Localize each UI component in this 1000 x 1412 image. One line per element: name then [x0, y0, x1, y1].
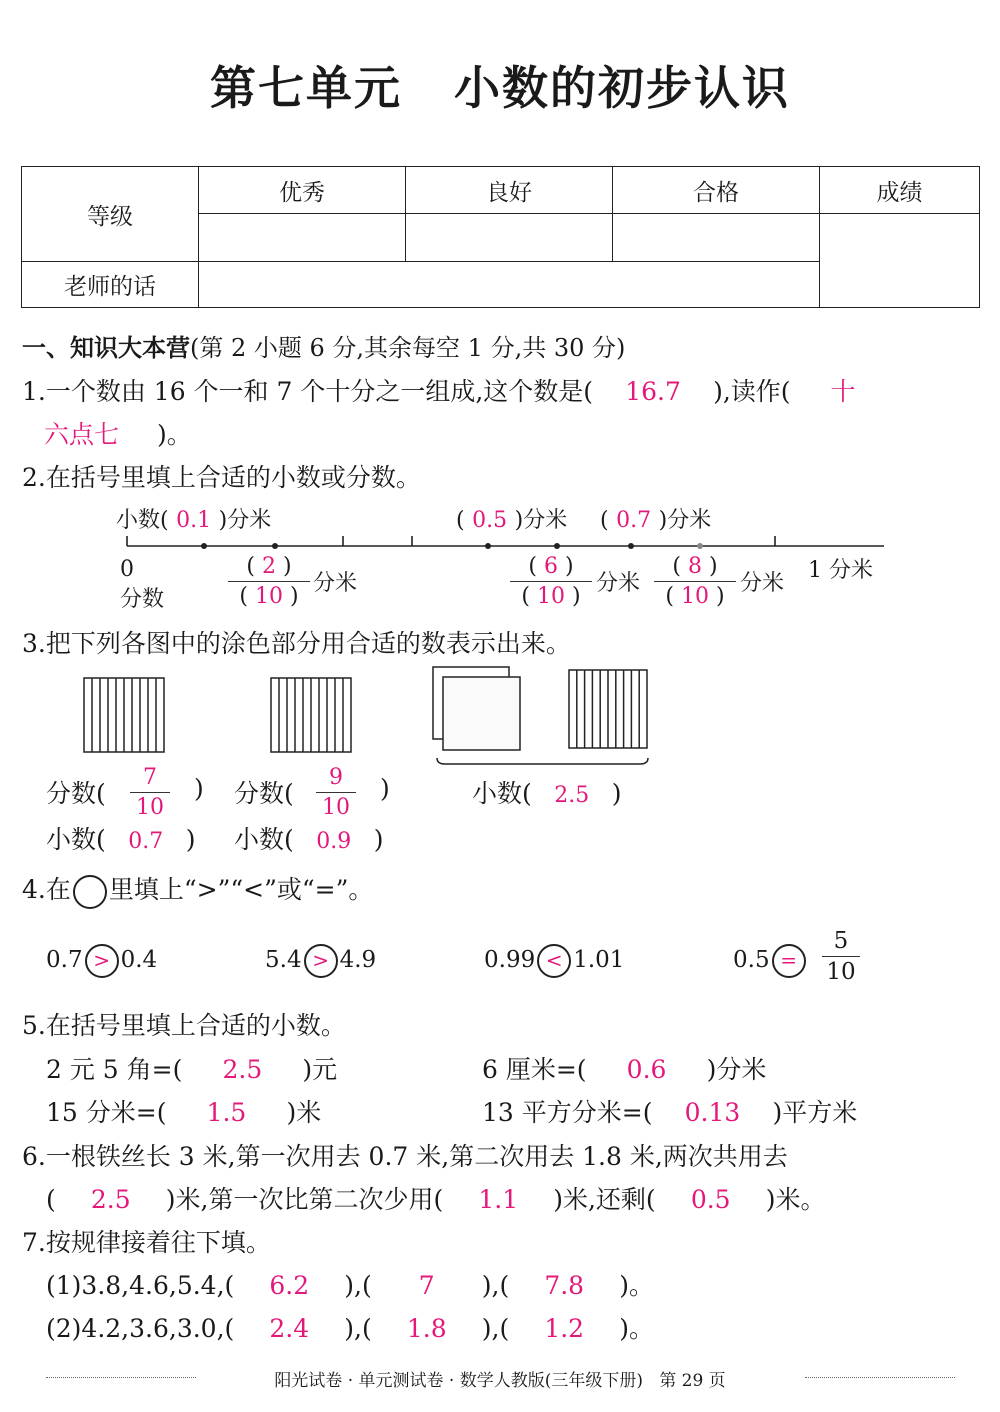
q2-zero: 0 — [120, 557, 134, 582]
q1-answer-number: 16.7 — [625, 377, 681, 406]
q3-figure-3 — [433, 667, 648, 764]
q2-fraction-3: ( 8 ) ( 10 ) — [654, 554, 736, 609]
q3-fig1-fraction: 分数( — [46, 779, 106, 808]
q3-fig1-stripes — [92, 678, 156, 752]
q2-decimal-2: ( 0.5 )分米 — [456, 508, 568, 533]
question-4: 4.在 里填上“>”“<”或“=”。 — [22, 870, 373, 909]
question-1: 1.一个数由 16 个一和 7 个十分之一组成,这个数是( 16.7 ),读作( 十 — [22, 377, 856, 406]
q3-fig2-fraction: 分数( — [234, 779, 294, 808]
page-title: 第七单元 小数的初步认识 — [210, 61, 790, 115]
section-heading: 一、知识大本营(第 2 小题 6 分,其余每空 1 分,共 30 分) — [22, 334, 626, 362]
q5-a: 2 元 5 角=( 2.5 )元 — [46, 1055, 338, 1084]
good-header: 良好 — [406, 167, 613, 214]
q3-fig3-decimal: 小数( 2.5 ) — [472, 779, 622, 808]
question-7: 7.按规律接着往下填。 — [22, 1228, 271, 1257]
q5-c: 15 分米=( 1.5 )米 — [46, 1098, 322, 1127]
q4-item-3: 0.99 < 1.01 — [484, 944, 624, 978]
q5-b: 6 厘米=( 0.6 )分米 — [482, 1055, 767, 1084]
pass-header: 合格 — [613, 167, 820, 214]
q3-fig2-decimal: 小数( 0.9 ) — [234, 825, 384, 854]
q2-decimal-label: 小数( 0.1 )分米 — [116, 508, 272, 533]
q3-figure-2 — [271, 678, 351, 752]
blank-circle-icon — [73, 875, 107, 909]
q7-row-1: (1)3.8,4.6,5.4,( 6.2 ),( 7 ),( 7.8 )。 — [46, 1271, 654, 1300]
question-2: 2.在括号里填上合适的小数或分数。 — [22, 463, 421, 492]
q4-item-1: 0.7 > 0.4 — [46, 944, 157, 978]
teacher-label: 老师的话 — [22, 262, 199, 308]
question-3: 3.把下列各图中的涂色部分用合适的数表示出来。 — [22, 629, 571, 658]
question-1-cont: 六点七 )。 — [44, 420, 192, 449]
score-header: 成绩 — [820, 167, 980, 214]
q2-fraction-label: 分数 — [120, 587, 165, 612]
q3-fig1-decimal: 小数( 0.7 ) — [46, 825, 196, 854]
q2-fraction-1: ( 2 ) ( 10 ) — [228, 554, 310, 609]
q1-answer-reading-b: 六点七 — [44, 420, 120, 449]
question-5: 5.在括号里填上合适的小数。 — [22, 1011, 346, 1040]
number-line — [127, 536, 884, 546]
q5-d: 13 平方分米=( 0.13 )平方米 — [482, 1098, 858, 1127]
q2-fraction-2: ( 6 ) ( 10 ) — [510, 554, 592, 609]
q4-item-4-fraction: 5 10 — [822, 928, 860, 985]
q3-fig1-fraction-value: 7 10 — [130, 765, 170, 820]
q4-item-2: 5.4 > 4.9 — [265, 944, 376, 978]
q1-answer-reading-a: 十 — [830, 377, 856, 406]
level-label: 等级 — [22, 167, 199, 262]
q3-figure-1 — [84, 678, 164, 752]
q4-item-4: 0.5 = — [733, 944, 808, 978]
question-6-cont: ( 2.5 )米,第一次比第二次少用( 1.1 )米,还剩( 0.5 )米。 — [46, 1185, 826, 1214]
q3-fig2-fraction-value: 9 10 — [316, 765, 356, 820]
q2-end-label: 1 分米 — [808, 558, 873, 583]
question-6: 6.一根铁丝长 3 米,第一次用去 0.7 米,第二次用去 1.8 米,两次共用去 — [22, 1142, 788, 1171]
page-number: 第 29 页 — [659, 1371, 726, 1391]
q2-decimal-3: ( 0.7 )分米 — [600, 508, 712, 533]
footer: 阳光试卷 · 单元测试卷 · 数学人教版(三年级下册) 第 29 页 — [274, 1371, 726, 1391]
q7-row-2: (2)4.2,3.6,3.0,( 2.4 ),( 1.8 ),( 1.2 )。 — [46, 1314, 654, 1343]
excellent-header: 优秀 — [199, 167, 406, 214]
